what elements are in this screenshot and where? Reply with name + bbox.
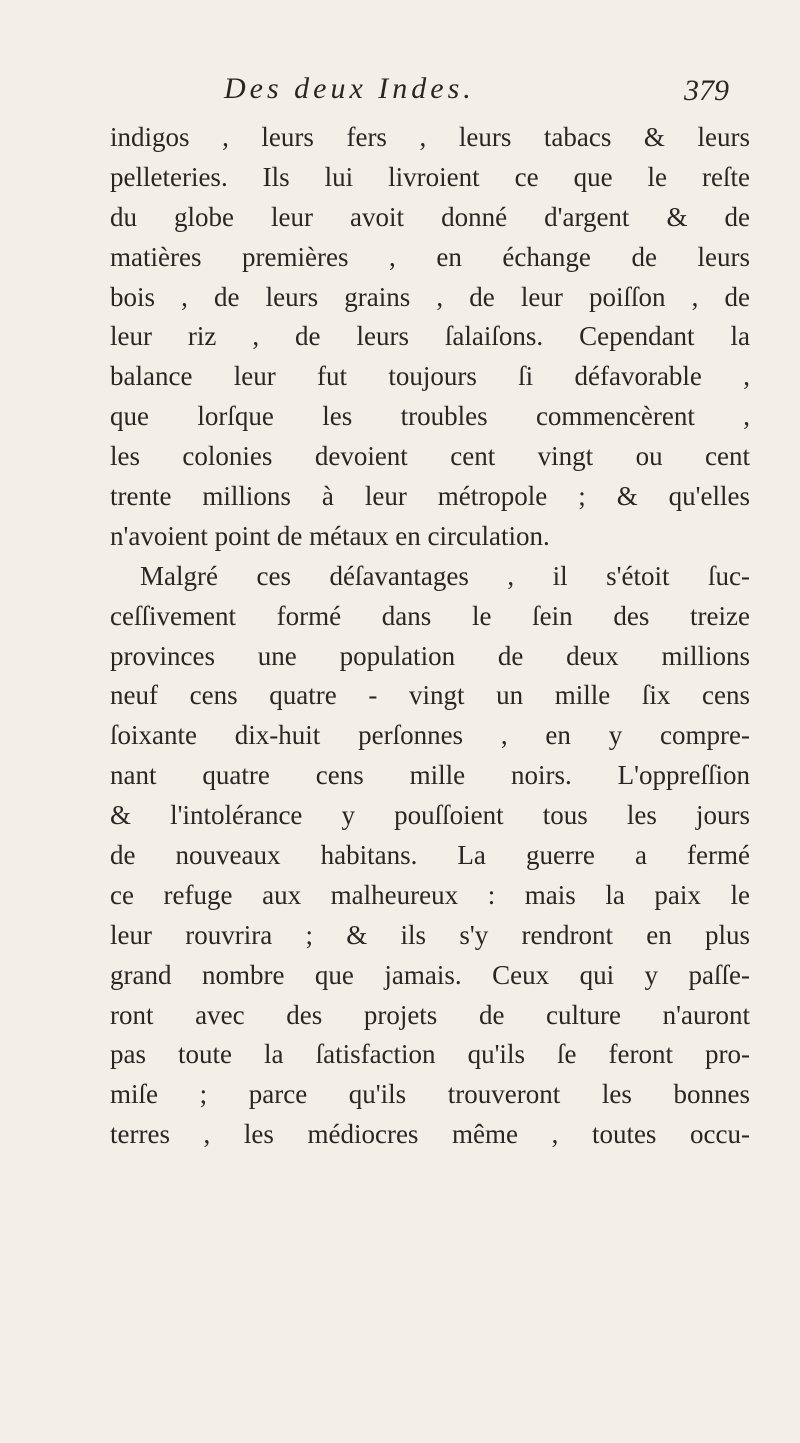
text-line: trente millions à leur métropole ; & qu'elles [110, 481, 750, 512]
text-line: indigos , leurs fers , leurs tabacs & leurs [110, 122, 750, 152]
text-line: miſe ; parce qu'ils trouveront les bonnes [110, 1079, 750, 1110]
text-line: matières premières , en échange de leurs [110, 241, 750, 272]
text-line: Malgré ces déſavantages , il s'étoit ſuc- [140, 560, 750, 591]
text-line: du globe leur avoit donné d'argent & de [110, 201, 750, 232]
text-line: ſoixante dix-huit perſonnes , en y compre- [110, 720, 750, 751]
text-line: leur rouvrira ; & ils s'y rendront en plus [110, 919, 750, 950]
text-line: provinces une population de deux millions [110, 640, 750, 671]
page-number: 379 [684, 74, 729, 107]
text-line: que lorſque les troubles commencèrent , [110, 401, 750, 432]
text-line: ceſſivement formé dans le ſein des treize [110, 600, 750, 631]
text-line: nant quatre cens mille noirs. L'oppreſſion [110, 760, 750, 791]
text-line: bois , de leurs grains , de leur poiſſon , de [110, 281, 750, 312]
text-line: de nouveaux habitans. La guerre a fermé [110, 840, 750, 871]
text-line: neuf cens quatre - vingt un mille ſix cens [110, 680, 750, 711]
body-text [110, 118, 750, 1155]
text-line: grand nombre que jamais. Ceux qui y paſſe- [110, 959, 750, 990]
text-line: n'avoient point de métaux en circulation. [110, 520, 550, 551]
page-header [0, 72, 800, 112]
running-head: Des deux Indes. [224, 72, 475, 105]
text-line: leur riz , de leurs ſalaiſons. Cependant la [110, 321, 750, 352]
text-line: & l'intolérance y pouſſoient tous les jours [110, 800, 750, 831]
text-line: les colonies devoient cent vingt ou cent [110, 441, 750, 472]
text-line: pelleteries. Ils lui livroient ce que le reſte [110, 161, 750, 192]
text-line: terres , les médiocres même , toutes occu- [110, 1119, 750, 1150]
text-line: pas toute la ſatisfaction qu'ils ſe feront pro- [110, 1039, 750, 1070]
text-line: ce refuge aux malheureux : mais la paix le [110, 879, 750, 910]
text-line: balance leur fut toujours ſi défavorable , [110, 361, 750, 392]
text-line: ront avec des projets de culture n'auront [110, 999, 750, 1030]
